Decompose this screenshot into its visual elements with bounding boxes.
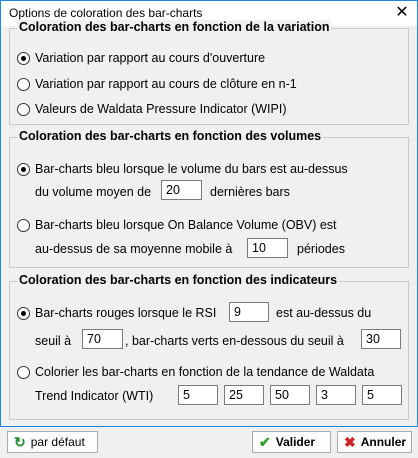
cancel-button-label: Annuler	[360, 435, 407, 449]
wti-value-5-input[interactable]: 5	[362, 385, 402, 405]
wti-value-2-input[interactable]: 25	[224, 385, 264, 405]
obv-label-line1: Bar-charts bleu lorsque On Balance Volume (OBV) est	[35, 218, 337, 232]
indicators-heading: Coloration des bar-charts en fonction des indicateurs	[19, 273, 338, 287]
volume-average-periods-input[interactable]: 20	[161, 180, 202, 200]
rsi-radio[interactable]	[17, 307, 30, 320]
volumes-heading: Coloration des bar-charts en fonction des volumes	[19, 129, 322, 143]
rsi-label-part2: est au-dessus du	[276, 306, 372, 320]
rsi-label-part4: , bar-charts verts en-dessous du seuil à	[125, 334, 344, 348]
checkmark-icon: ✔	[259, 433, 271, 450]
volume-average-label-prefix: du volume moyen de	[35, 185, 152, 199]
wti-value-4-input[interactable]: 3	[316, 385, 356, 405]
volume-average-label-line1: Bar-charts bleu lorsque le volume du bars est au-dessus	[35, 162, 348, 176]
rsi-label-part3: seuil à	[35, 334, 72, 348]
rsi-lower-threshold-input[interactable]: 30	[361, 329, 401, 349]
default-button-label: par défaut	[30, 435, 85, 449]
volume-average-label-suffix: dernières bars	[210, 185, 290, 199]
variation-wipi-label: Valeurs de Waldata Pressure Indicator (WIPI)	[35, 102, 287, 116]
variation-opening-radio[interactable]	[17, 52, 30, 65]
volume-average-radio[interactable]	[17, 163, 30, 176]
variation-close-radio[interactable]	[17, 78, 30, 91]
close-icon[interactable]: ✕	[395, 4, 409, 21]
obv-radio[interactable]	[17, 219, 30, 232]
variation-close-label: Variation par rapport au cours de clôture en n-1	[35, 77, 297, 91]
wti-label-line1: Colorier les bar-charts en fonction de la tendance de Waldata	[35, 365, 375, 379]
refresh-icon: ↻	[14, 433, 26, 450]
wti-label-prefix: Trend Indicator (WTI)	[35, 389, 154, 403]
rsi-upper-threshold-input[interactable]: 70	[82, 329, 123, 349]
validate-button[interactable]	[252, 431, 331, 453]
validate-button-label: Valider	[275, 435, 316, 449]
wti-value-3-input[interactable]: 50	[270, 385, 310, 405]
rsi-period-input[interactable]: 9	[229, 302, 269, 322]
wti-radio[interactable]	[17, 366, 30, 379]
cancel-button[interactable]	[337, 431, 412, 453]
rsi-label-part1: Bar-charts rouges lorsque le RSI	[35, 306, 217, 320]
obv-label-suffix: périodes	[297, 242, 345, 256]
default-button[interactable]	[7, 431, 98, 453]
wti-value-1-input[interactable]: 5	[178, 385, 218, 405]
variation-opening-label: Variation par rapport au cours d'ouverture	[35, 51, 266, 65]
window-title: Options de coloration des bar-charts	[9, 6, 203, 20]
obv-label-prefix: au-dessus de sa moyenne mobile à	[35, 242, 233, 256]
close-x-icon: ✖	[344, 433, 356, 450]
variation-heading: Coloration des bar-charts en fonction de la variation	[19, 20, 330, 34]
variation-wipi-radio[interactable]	[17, 103, 30, 116]
obv-periods-input[interactable]: 10	[247, 238, 288, 258]
